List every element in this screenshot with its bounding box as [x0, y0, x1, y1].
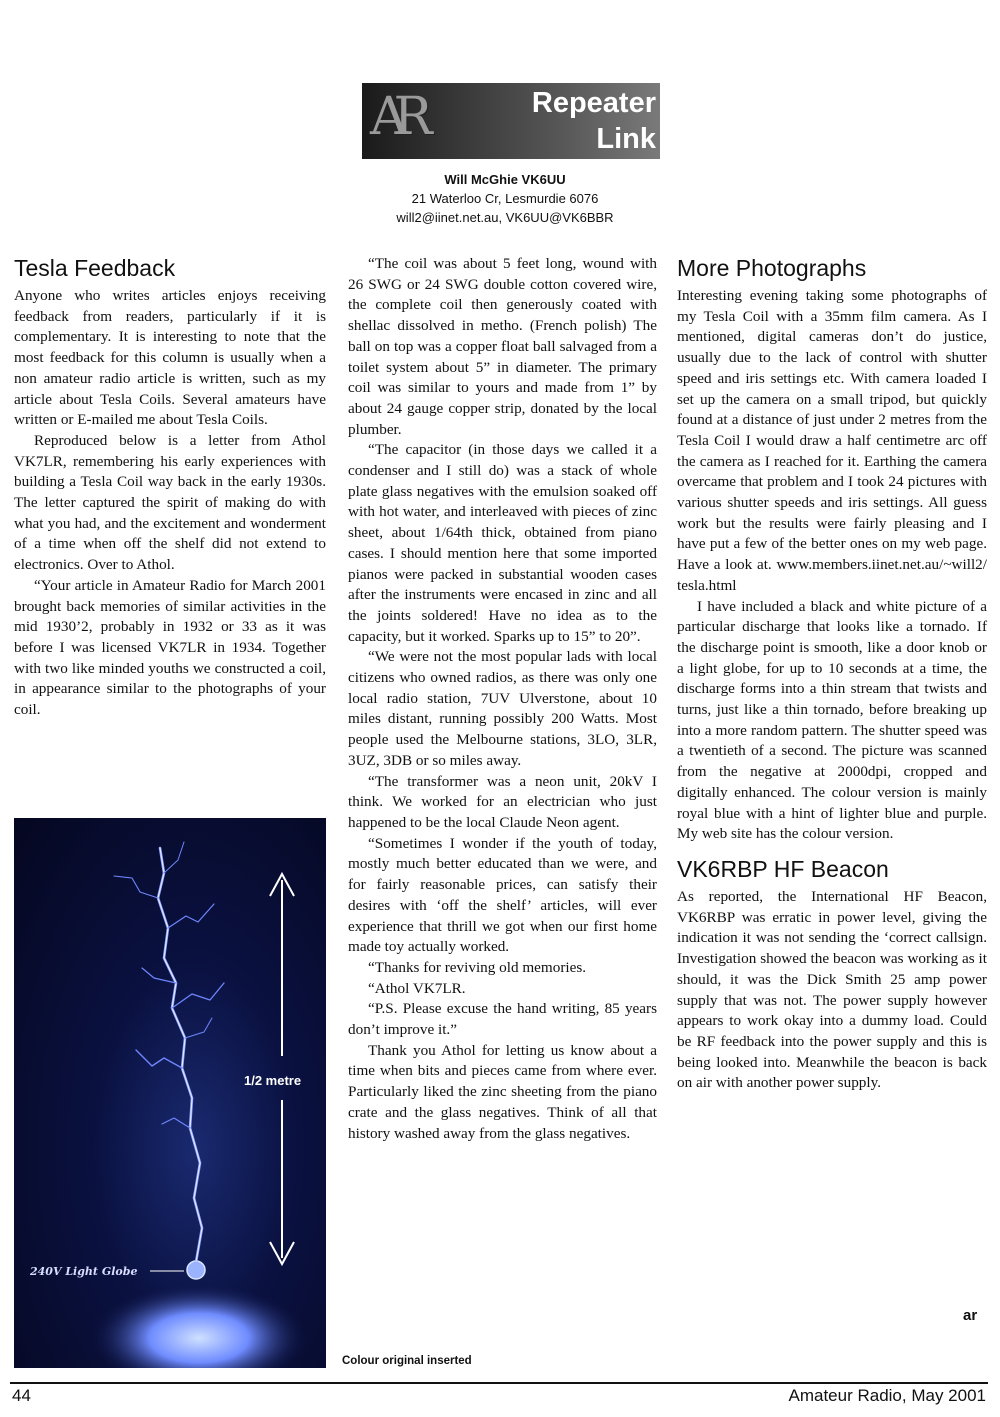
- paragraph: “The capacitor (in those days we called it a condenser and I still do) was a stack of whole plate glass negatives with the emulsion soaked off with hot water, and interleaved with pieces of zinc sheet, about 1/64th thick, obtained from piano cases. I should mention here that some imported pianos were packed in substantial wooden cases after the instruments were encased in zinc and all the joints soldered! Have no idea as to the capacity, but it worked. Sparks up to 15” to 20”.: [348, 441, 657, 645]
- globe-glow: [89, 1283, 309, 1368]
- half-metre-label: 1/2 metre: [244, 1073, 302, 1088]
- footer-rule: [10, 1382, 988, 1384]
- column-logo: [362, 83, 660, 159]
- paragraph: “Sometimes I wonder if the youth of today, mostly much better educated than we were, and for fairly reasonable prices, can satisfy their desires with ‘off the shelf’ articles, will ever experience that thrill we got when our first home made toy actually worked.: [348, 834, 657, 956]
- paragraph: “Athol VK7LR.: [368, 979, 466, 997]
- paragraph: Interesting evening taking some photographs of my Tesla Coil with a 35mm film camera. As I mentioned, digital cameras don’t do justice, usually due to the lack of control with shutter speed and iris settings etc. With camera loaded I set up the camera on a small tripod, but quickly found at a distance of just under 2 metres from the Tesla Coil I would draw a half centimetre arc off the camera as I reached for it. Earthing the camera overcame that problem and I took 24 pictures with various shutter speeds and iris settings. All guess work but the results were fairly pleasing and I have put a few of the better ones on my web page. Have a look at. www.members.iinet.net.au/~will2/ tesla.html: [677, 287, 987, 594]
- paragraph: “P.S. Please excuse the hand writing, 85 years don’t improve it.”: [348, 1000, 657, 1039]
- section-heading-more-photographs: More Photographs: [677, 255, 867, 281]
- paragraph: As reported, the International HF Beacon, VK6RBP was erratic in power level, giving the indication it was not sending the ‘correct callsign. Investigation showed the beacon was working as it should, it was the Dick Smith 25 amp power supply that was not. The power supply however appears to work okay into a dummy load. Could be RF feedback into the power supply and this is being looked into. Meanwhile the beacon is back on air with another power supply.: [677, 887, 987, 1092]
- paragraph: Thank you Athol for letting us know about a time when bits and pieces came from where ever. Particularly liked the zinc sheeting from the piano crate and the glass negatives. Think of all that history washed away from the glass negatives.: [348, 1041, 657, 1142]
- paragraph: “The transformer was a neon unit, 20kV I think. We worked for an electrician who just happened to be the local Claude Neon agent.: [348, 772, 657, 831]
- paragraph: Reproduced below is a letter from Athol VK7LR, remembering his early experiences with building a Tesla Coil way back in the early 1930s. The letter captured the spirit of making do with what you had, and the excitement and wonderment of a time when off the shelf did not extend to electronics. Over to Athol.: [14, 431, 326, 574]
- paragraph: Anyone who writes articles enjoys receiving feedback from readers, particularly if it is complementary. It is interesting to note that the most feedback for this column is usually when a non amateur radio article is written, such as my article about Tesla Coils. Several amateurs have written or E-mailed me about Tesla Coils.: [14, 287, 326, 429]
- logo-title-line2: Link: [596, 123, 656, 155]
- end-mark: ar: [963, 1307, 978, 1324]
- column-2: [348, 254, 657, 1144]
- column-3: [677, 250, 987, 1094]
- lightning-illustration: [14, 818, 326, 1368]
- paragraph: “We were not the most popular lads with local citizens who owned radios, as there was only one local radio station, 7UV Ulverstone, about 10 miles distant, running possibly 200 Watts. Most people used the Melbourne stations, 3LO, 3LR, 3UZ, 3DB or so miles away.: [348, 648, 657, 769]
- paragraph: I have included a black and white picture of a particular discharge that looks like a tornado. If the discharge point is smooth, like a door knob or a light globe, for up to 10 seconds at a time, the discharge forms into a thin stream that twists and turns, just like a thin tornado, before breaking up into a more random pattern. The shutter speed was a twentieth of a second. The picture was scanned from the negative at 2000dpi, cropped and digitally enhanced. The colour version is mainly royal blue with a hint of lighter blue and purple. My web site has the colour version.: [677, 597, 987, 843]
- author-name: Will McGhie VK6UU: [444, 172, 566, 187]
- light-globe-label: 240V Light Globe: [30, 1265, 138, 1278]
- ar-logo-letters: AR: [370, 87, 419, 147]
- page-number: 44: [12, 1386, 31, 1405]
- tesla-discharge-photo: [14, 818, 326, 1368]
- author-address: 21 Waterloo Cr, Lesmurdie 6076: [411, 191, 599, 206]
- paragraph: “The coil was about 5 feet long, wound with 26 SWG or 24 SWG double cotton covered wire, the complete coil then generously coated with shellac dissolved in metho. (French polish) The ball on top was a copper float ball salvaged from a toilet system about 5” in diameter. The primary coil was similar to yours and made from 1” by about 24 gauge copper strip, donated by the local plumber.: [348, 255, 657, 438]
- paragraph: “Your article in Amateur Radio for March 2001 brought back memories of similar activities in the mid 1930’2, probably in 1932 or 33 as it was before I was licensed VK7LR in 1934. Together with two like minded youths we constructed a coil, in appearance similar to the photographs of your coil.: [14, 576, 326, 719]
- column-1: [14, 250, 326, 721]
- paragraph: “Thanks for reviving old memories.: [368, 958, 587, 976]
- logo-title-line1: Repeater: [531, 87, 656, 119]
- photo-caption: Colour original inserted: [342, 1355, 472, 1367]
- author-email: will2@iinet.net.au, VK6UU@VK6BBR: [396, 210, 614, 225]
- magazine-issue: Amateur Radio, May 2001: [788, 1386, 986, 1405]
- section-heading-tesla-feedback: Tesla Feedback: [14, 255, 176, 281]
- globe-ball: [187, 1261, 205, 1279]
- section-heading-hf-beacon: VK6RBP HF Beacon: [677, 855, 889, 882]
- author-byline: [300, 170, 710, 227]
